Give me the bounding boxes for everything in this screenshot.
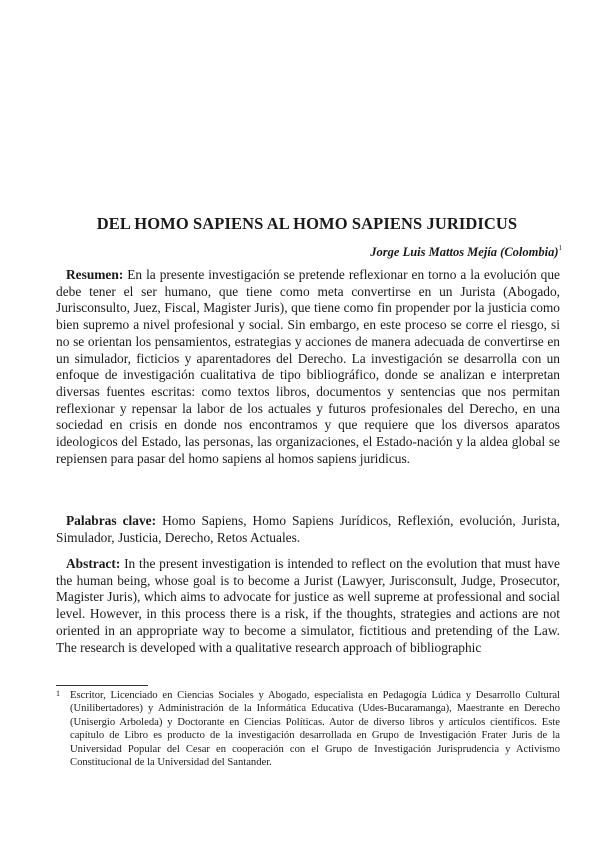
footnote (56, 689, 560, 769)
abstract-paragraph (56, 556, 560, 656)
footnote-divider (56, 685, 148, 686)
keywords-label: Palabras clave: (66, 513, 157, 528)
keywords-text: Homo Sapiens, Homo Sapiens Jurídicos, Reflexión, evolución, Jurista, Simulador, Justicia, Derecho, Retos Actuales. (56, 513, 560, 545)
author-footnote-mark: 1 (558, 244, 562, 252)
footnote-mark: 1 (56, 689, 60, 698)
author-line (370, 244, 562, 260)
resumen-text: En la presente investigación se pretende reflexionar en torno a la evolución que debe tener el ser humano, que tiene como meta convertirse en un Jurista (Abogado, Jurisconsulto, Juez, Fiscal, Magister Juris), que tiene como fin propender por la justicia como bien supremo a nivel profesional y social. Sin embargo, en este proceso se corre el riesgo, si no se orientan los pensamientos, estrategias y acciones de manera adecuada de convertirse en un simulador, ficticios y aparentadores del Derecho. La investigación se desarrolla con un enfoque de investigación cualitativa de tipo bibliográfico, donde se analizan e interpretan diversas fuentes escritas: como textos libros, documentos y sentencias que nos permitan reflexionar y repensar la labor de los actuales y futuros profesionales del Derecho, en una sociedad en crisis en donde nos encontramos y que requiere que los diversos aparatos ideologicos del Estado, las personas, las organizaciones, el Estado-nación y la aldea global se repiensen para pasar del homo sapiens al homos sapiens juridicus. (56, 267, 560, 466)
resumen-paragraph (56, 267, 560, 467)
keywords-paragraph (56, 513, 560, 546)
abstract-text: In the present investigation is intended to reflect on the evolution that must have the human being, whose goal is to become a Jurist (Lawyer, Jurisconsult, Judge, Prosecutor, Magister Juris), which aims to advocate for justice as well supreme at professional and social level. However, in this process there is a risk, if the thoughts, strategies and actions are not oriented in an appropriate way to become a simulator, fictitious and pretending of the Law. The research is developed with a qualitative research approach of bibliographic (56, 556, 560, 655)
footnote-text: Escritor, Licenciado en Ciencias Sociales y Abogado, especialista en Pedagogía Lúdica y Desarrollo Cultural (Unilibertadores) y Administración de la Informática Educativa (Udes-Bucaramanga), Maestrante en Derecho (Unisergio Arboleda) y Doctorante en Ciencias Políticas. Autor de diverso libros y artículos científicos. Este capítulo de Libro es producto de la investigación desarrollada en Grupo de Investigación Frater Juris de la Universidad Popular del Cesar en cooperación con el Grupo de Investigación Jurisprudencia y Activismo Constitucional de la Universidad del Santander. (70, 690, 560, 769)
abstract-label: Abstract: (66, 556, 121, 571)
resumen-label: Resumen: (66, 267, 124, 282)
article-title: DEL HOMO SAPIENS AL HOMO SAPIENS JURIDICUS (96, 214, 518, 233)
author-name: Jorge Luis Mattos Mejía (Colombia) (370, 245, 559, 259)
